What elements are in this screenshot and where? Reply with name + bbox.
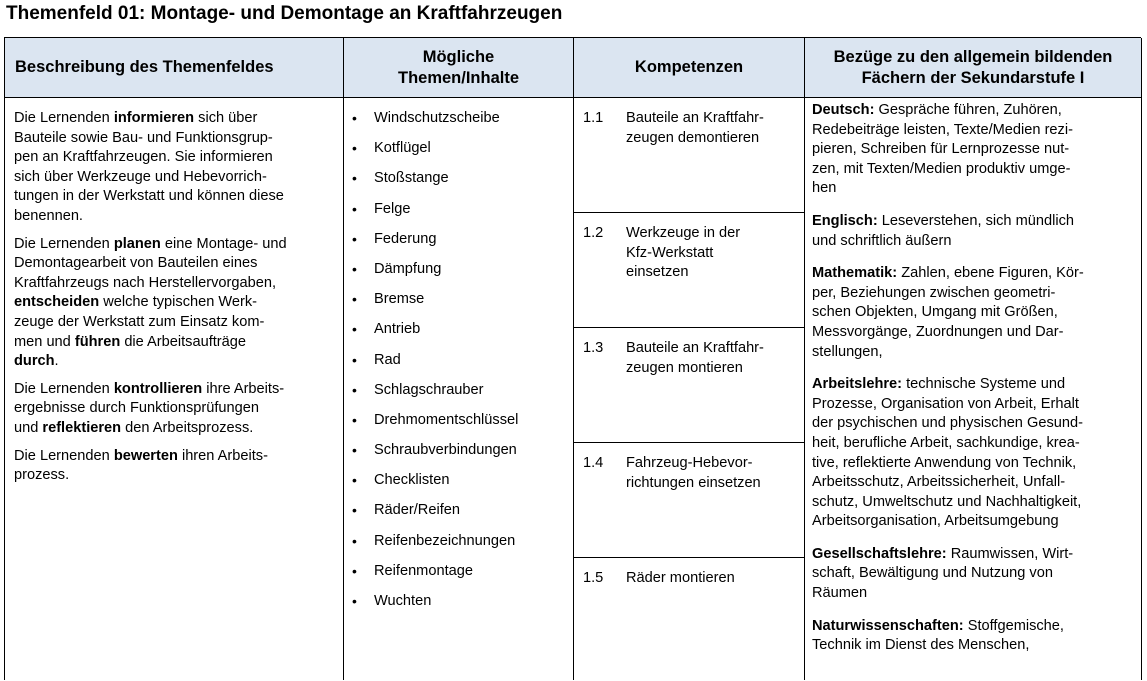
bullet-icon: • (352, 291, 357, 308)
text: den Arbeitsprozess. (121, 419, 254, 436)
text: Bauteile an Kraftfahr- (626, 110, 764, 126)
subject-mathematik (812, 264, 1135, 362)
bullet-icon: • (352, 381, 357, 398)
topic-label: Stoßstange (374, 170, 449, 187)
text: zen, mit Texten/Medien produktiv umge- (812, 160, 1071, 177)
text: hen (812, 180, 837, 197)
text: zeugen montieren (626, 359, 743, 376)
text: Die Lernenden (14, 447, 114, 464)
text: Kfz-Werkstatt (626, 244, 714, 261)
keyword: planen (113, 235, 161, 252)
text: benennen. (14, 207, 83, 224)
subject-arbeitslehre (812, 375, 1135, 532)
keyword: kontrollieren (113, 380, 203, 397)
text: zeuge der Werkstatt zum Einsatz kom- (14, 313, 265, 330)
subject-name: Arbeitslehre: (812, 376, 903, 393)
text: pen an Kraftfahrzeugen. Sie informieren (14, 149, 273, 166)
topic-label: Dämpfung (374, 260, 442, 277)
bullet-icon: • (352, 442, 357, 459)
description-cell (5, 98, 344, 680)
text-line: Räumen (812, 585, 868, 602)
keyword: informieren (113, 110, 195, 126)
competency-text (626, 569, 798, 589)
subject-name: Mathematik: (812, 265, 898, 282)
keyword: reflektieren (42, 419, 122, 436)
description-paragraph-2 (14, 235, 337, 372)
topic-label: Schraubverbindungen (374, 442, 517, 459)
topic-label: Räder/Reifen (374, 502, 460, 519)
topic-label: Reifenmontage (374, 562, 473, 579)
text: men und (14, 333, 75, 350)
bullet-icon: • (352, 351, 357, 368)
subject-deutsch (812, 101, 1135, 199)
list-item (352, 410, 573, 440)
competency-text (626, 224, 798, 283)
competency-number: 1.4 (583, 455, 604, 471)
header-topics (344, 38, 574, 98)
competency-text (626, 339, 798, 378)
keyword: bewerten (113, 447, 178, 464)
list-item (352, 259, 573, 289)
header-subjects-line1: Bezüge zu den allgemein bildenden (833, 47, 1113, 66)
header-subjects-line2: Fächern der Sekundarstufe I (861, 68, 1085, 87)
text-line: Arbeitsschutz, Arbeitssicherheit, Unfall- (812, 474, 1066, 491)
competency-row (574, 558, 804, 681)
subject-name: Englisch: (812, 212, 878, 229)
list-item (352, 561, 573, 591)
topic-label: Kotflügel (374, 140, 431, 157)
topic-label: Checklisten (374, 472, 450, 489)
text: Gespräche führen, Zuhören, (874, 102, 1062, 118)
text: Bauteile sowie Bau- und Funktionsgrup- (14, 129, 273, 146)
text: eine Montage- und (160, 235, 287, 252)
list-item (352, 138, 573, 168)
text: einsetzen (626, 264, 689, 281)
header-description-label: Beschreibung des Themenfeldes (15, 58, 274, 76)
subjects-list (805, 98, 1141, 656)
list-item (352, 168, 573, 198)
text: prozess. (14, 467, 70, 484)
subject-naturwissenschaften (812, 617, 1135, 656)
competency-number: 1.3 (583, 340, 604, 356)
subject-gesellschaftslehre (812, 545, 1135, 604)
header-competencies (574, 38, 805, 98)
text: Demontagearbeit von Bauteilen eines (14, 255, 258, 272)
text: und (14, 419, 43, 436)
text-line: Leseverstehen, sich mündlich (877, 212, 1074, 229)
text-line: per, Beziehungen zwischen geometri- (812, 284, 1056, 301)
list-item (352, 470, 573, 500)
text: pieren, Schreiben für Lernprozesse nut- (812, 141, 1070, 158)
text-line: der psychischen und physischen Gesund- (812, 415, 1083, 432)
topic-label: Federung (374, 230, 437, 247)
bullet-icon: • (352, 230, 357, 247)
curriculum-table (4, 37, 1141, 680)
description-paragraph-4 (14, 447, 337, 486)
competencies-cell (574, 98, 805, 680)
bullet-icon: • (352, 260, 357, 277)
topic-label: Wuchten (374, 593, 432, 609)
text: . (54, 353, 59, 370)
text: Redebeiträge leisten, Texte/Medien rezi- (812, 121, 1073, 138)
text: sich über Werkzeuge und Hebevorrich- (14, 168, 267, 185)
text: sich über (194, 110, 258, 126)
topics-list (344, 98, 573, 621)
subject-name: Deutsch: (812, 102, 875, 118)
text-line: technische Systeme und (902, 376, 1066, 393)
competency-number: 1.1 (583, 110, 604, 126)
list-item (352, 531, 573, 561)
bullet-icon: • (352, 321, 357, 338)
text: Die Lernenden (14, 110, 114, 126)
text: ergebnisse durch Funktionsprüfungen (14, 400, 260, 417)
keyword: entscheiden (14, 294, 100, 311)
page-title: Themenfeld 01: Montage- und Demontage an Kraftfahrzeugen (6, 3, 563, 24)
list-item (352, 199, 573, 229)
bullet-icon: • (352, 200, 357, 217)
text: Bauteile an Kraftfahr- (626, 340, 764, 356)
topic-label: Reifenbezeichnungen (374, 532, 516, 549)
bullet-icon: • (352, 110, 357, 126)
competency-text (626, 454, 798, 493)
header-topics-line1: Mögliche (422, 47, 495, 66)
bullet-icon: • (352, 502, 357, 519)
bullet-icon: • (352, 170, 357, 187)
competency-row (574, 328, 804, 443)
topic-label: Felge (374, 200, 411, 217)
text: zeugen demontieren (626, 129, 760, 146)
list-item (352, 500, 573, 530)
list-item (352, 440, 573, 470)
text-line: Arbeitsorganisation, Arbeitsumgebung (812, 513, 1059, 530)
bullet-icon: • (352, 411, 357, 428)
bullet-icon: • (352, 532, 357, 549)
header-competencies-label: Kompetenzen (634, 58, 744, 76)
text: welche typischen Werk- (99, 294, 258, 311)
topic-label: Bremse (374, 291, 425, 308)
topic-label: Drehmomentschlüssel (374, 411, 519, 428)
text: Werkzeuge in der (626, 225, 741, 241)
text-line: stellungen, (812, 343, 883, 360)
text-line: Technik im Dienst des Menschen, (812, 637, 1030, 654)
competency-row (574, 213, 804, 328)
text: tungen in der Werkstatt und können diese (14, 188, 284, 205)
header-description (5, 38, 344, 98)
list-item (352, 350, 573, 380)
description-paragraph-3 (14, 380, 337, 439)
bullet-icon: • (352, 140, 357, 157)
text: Räder montieren (626, 570, 735, 586)
text-line: schutz, Umweltschutz und Nachhaltigkeit, (812, 493, 1082, 510)
text-line: Stoffgemische, (963, 617, 1064, 634)
text (812, 376, 1083, 529)
text-line: Messvorgänge, Zuordnungen und Dar- (812, 323, 1064, 340)
header-topics-line2: Themen/Inhalte (397, 68, 520, 87)
text: ihren Arbeits- (177, 447, 268, 464)
text-line: heit, berufliche Arbeit, sachkundige, krea- (812, 434, 1080, 451)
description-paragraph-1 (14, 109, 337, 227)
text: Die Lernenden (14, 380, 114, 397)
keyword: führen (74, 333, 121, 350)
competency-row (574, 443, 804, 558)
text: die Arbeitsaufträge (120, 333, 247, 350)
list-item (352, 591, 573, 621)
text: Kraftfahrzeugs nach Herstellervorgaben, (14, 274, 277, 291)
subject-name: Naturwissenschaften: (812, 617, 964, 634)
text-line: Raumwissen, Wirt- (946, 545, 1074, 562)
list-item (352, 229, 573, 259)
competency-number: 1.5 (583, 570, 604, 586)
text: Fahrzeug-Hebevor- (626, 455, 753, 471)
topic-label: Windschutzscheibe (374, 110, 500, 126)
topics-cell (344, 98, 574, 680)
competency-number: 1.2 (583, 225, 604, 241)
topic-label: Rad (374, 351, 401, 368)
list-item (352, 380, 573, 410)
bullet-icon: • (352, 472, 357, 489)
topic-label: Antrieb (374, 321, 421, 338)
subjects-cell (805, 98, 1142, 680)
list-item (352, 289, 573, 319)
text-line: schaft, Bewältigung und Nutzung von (812, 565, 1053, 582)
bullet-icon: • (352, 593, 357, 609)
list-item (352, 319, 573, 349)
text-line: Prozesse, Organisation von Arbeit, Erhalt (812, 395, 1079, 412)
text: Die Lernenden (14, 235, 114, 252)
text-line: Zahlen, ebene Figuren, Kör- (897, 265, 1084, 282)
subject-englisch (812, 212, 1135, 251)
subject-name: Gesellschaftslehre: (812, 545, 947, 562)
list-item (352, 108, 573, 138)
competency-text (626, 109, 798, 148)
text-line: tive, reflektierte Anwendung von Technik, (812, 454, 1077, 471)
text: richtungen einsetzen (626, 474, 761, 491)
competency-row (574, 98, 804, 213)
topic-label: Schlagschrauber (374, 381, 484, 398)
text: ihre Arbeits- (202, 380, 285, 397)
keyword: durch (14, 353, 55, 370)
text-line: und schriftlich äußern (812, 232, 952, 249)
text-line: schen Objekten, Umgang mit Größen, (812, 304, 1058, 321)
bullet-icon: • (352, 562, 357, 579)
header-subjects (805, 38, 1142, 98)
